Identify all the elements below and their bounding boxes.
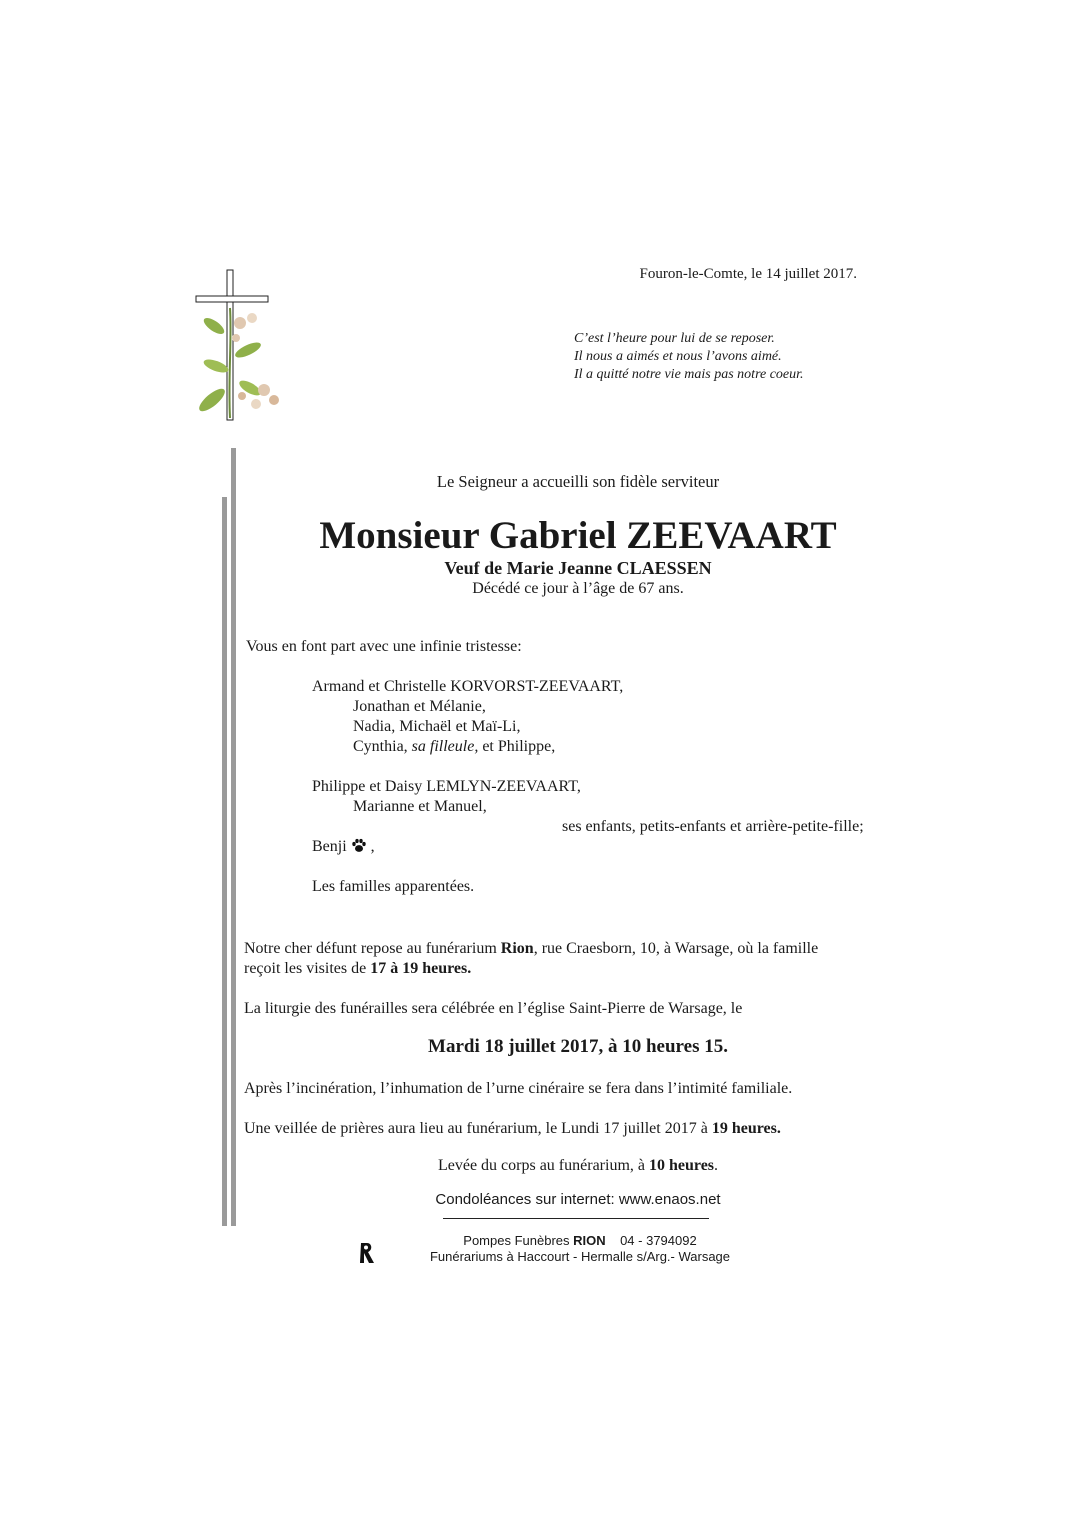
- family-role: ses enfants, petits-enfants et arrière-petite-fille;: [562, 818, 864, 835]
- relatives-line: Les familles apparentées.: [312, 878, 475, 895]
- funeral-home-name: Rion: [500, 940, 534, 957]
- vigil-line: [244, 1119, 781, 1139]
- deceased-name: Monsieur Gabriel ZEEVAART: [319, 514, 837, 557]
- footer: [380, 1233, 780, 1265]
- godchild-note: sa filleule,: [411, 738, 479, 755]
- levee-line: [240, 1157, 916, 1175]
- condolences-line: Condoléances sur internet: www.enaos.net: [435, 1191, 721, 1208]
- family-member: Marianne et Manuel,: [353, 798, 487, 815]
- divider: [443, 1218, 709, 1219]
- family-lead: Vous en font part avec une infinie tristesse:: [246, 638, 522, 655]
- footer-phone: 04 - 3794092: [605, 1233, 697, 1248]
- visits-line: [244, 959, 818, 979]
- family-group-head: Armand et Christelle KORVORST-ZEEVAART,: [312, 678, 624, 695]
- pet-line: [312, 837, 375, 857]
- rest-paragraph: [244, 939, 818, 979]
- paw-icon: [351, 838, 367, 853]
- intro-line: Le Seigneur a accueilli son fidèle serviteur: [436, 472, 720, 491]
- date-line: Fouron-le-Comte, le 14 juillet 2017.: [639, 266, 857, 282]
- levee-text: Levée du corps au funérarium, à: [437, 1157, 649, 1174]
- pet-name: Benji: [312, 838, 347, 855]
- family-member: Jonathan et Mélanie,: [353, 698, 486, 715]
- poem-line: Il a quitté notre vie mais pas notre coeur.: [574, 367, 804, 382]
- visits-text: reçoit les visites de: [244, 960, 371, 977]
- cremation-line: Après l’incinération, l’inhumation de l’urne cinéraire se fera dans l’intimité familiale.: [244, 1080, 793, 1097]
- poem-line: C’est l’heure pour lui de se reposer.: [574, 331, 775, 346]
- levee-hour: 10 heures: [648, 1157, 715, 1174]
- widower-line: Veuf de Marie Jeanne CLAESSEN: [444, 558, 712, 578]
- visits-hours: 17 à 19 heures.: [370, 960, 472, 977]
- rest-text: , rue Craesborn, 10, à Warsage, où la famille: [533, 940, 819, 957]
- poem-line: Il nous a aimés et nous l’avons aimé.: [574, 349, 782, 364]
- footer-brand: RION: [573, 1233, 606, 1248]
- ceremony-datetime: Mardi 18 juillet 2017, à 10 heures 15.: [428, 1036, 728, 1057]
- family-member: [353, 737, 555, 757]
- family-member: Nadia, Michaël et Maï-Li,: [353, 718, 521, 735]
- death-line: Décédé ce jour à l’âge de 67 ans.: [472, 580, 684, 597]
- poem: [574, 330, 804, 384]
- family-member-text: Cynthia,: [353, 738, 412, 755]
- family-group-head: Philippe et Daisy LEMLYN-ZEEVAART,: [312, 778, 581, 795]
- liturgy-line: La liturgie des funérailles sera célébrée en l’église Saint-Pierre de Warsage, le: [244, 1000, 743, 1017]
- footer-text: Pompes Funèbres: [463, 1233, 574, 1248]
- levee-text: .: [714, 1157, 719, 1174]
- side-bar: [231, 448, 236, 1226]
- rion-logo-icon: [357, 1241, 377, 1265]
- side-bar: [222, 497, 227, 1226]
- vigil-text: Une veillée de prières aura lieu au funérarium, le Lundi 17 juillet 2017 à: [244, 1120, 712, 1137]
- pet-suffix: ,: [366, 838, 375, 855]
- family-member-text: et Philippe,: [478, 738, 556, 755]
- cross-flower-icon: [190, 268, 290, 428]
- vigil-hour: 19 heures.: [711, 1120, 781, 1137]
- footer-line: [380, 1233, 780, 1249]
- footer-line: Funérariums à Haccourt - Hermalle s/Arg.- Warsage: [429, 1249, 731, 1264]
- rest-line: [244, 939, 818, 959]
- rest-text: Notre cher défunt repose au funérarium: [244, 940, 501, 957]
